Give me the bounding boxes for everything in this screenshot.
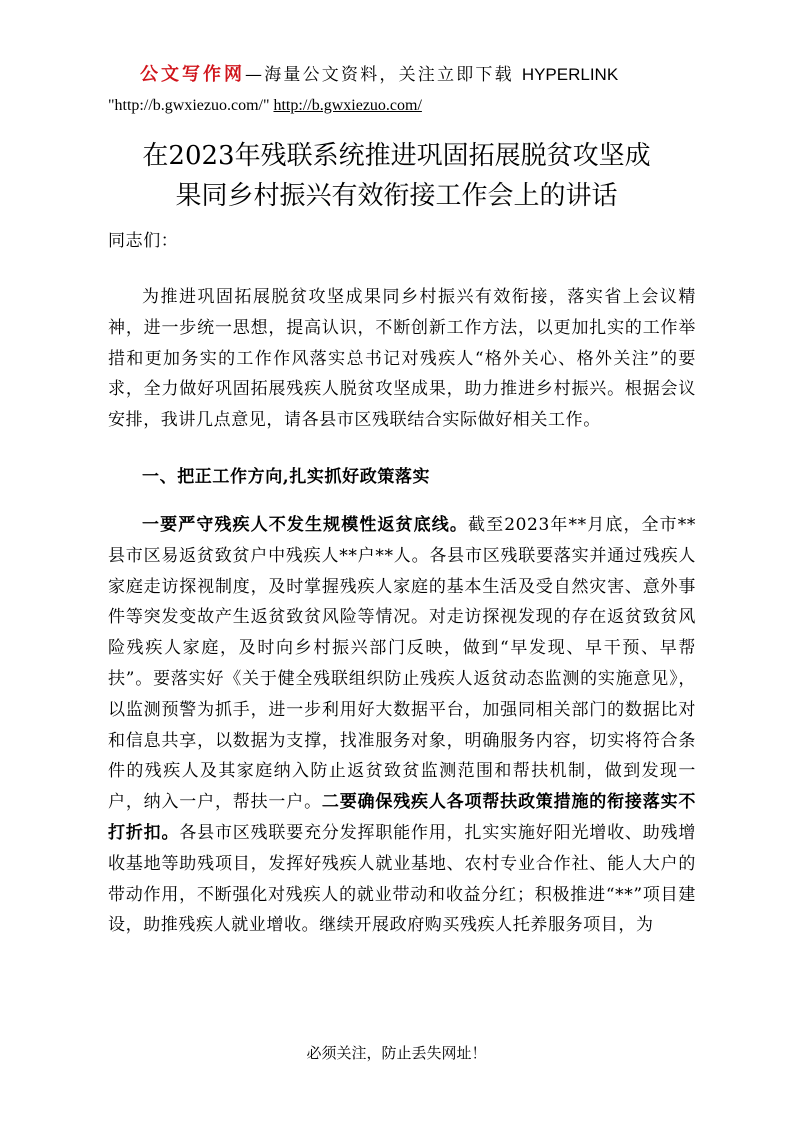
website-link[interactable]: http://b.gwxiezuo.com/ [273, 97, 422, 114]
paragraph-section-1 [108, 510, 696, 941]
point-2-text: 各县市区残联要充分发挥职能作用，扎实实施好阳光增收、助残增收基地等助残项目，发挥好残疾人就业基地、农村专业合作社、能人大户的带动作用，不断强化对残疾人的就业带动和收益分红；积极推进“**”项目建设，助推残疾人就业增收。继续开展政府购买残疾人托养服务项目，为 [108, 822, 696, 936]
page-footer: 必须关注，防止丢失网址！ [306, 1044, 487, 1062]
header-tagline: —海量公文资料，关注立即下载 [245, 65, 514, 85]
hyperlink-field-code: "http://b.gwxiezuo.com/" [108, 97, 270, 114]
header-banner [140, 60, 700, 90]
title-line-1: 在2023年残联系统推进巩固拓展脱贫攻坚成 [142, 141, 651, 171]
point-1-text: 截至2023年**月底，全市**县市区易返贫致贫户中残疾人**户**人。各县市区残联要落实并通过残疾人家庭走访探视制度，及时掌握残疾人家庭的基本生活及受自然灾害、意外事件等突发变故产生返贫致贫风险等情况。对走访探视发现的存在返贫致贫风险残疾人家庭，及时向乡村振兴部门反映，做到“早发现、早干预、早帮扶”。要落实好《关于健全残联组织防止残疾人返贫动态监测的实施意见》，以监测预警为抓手，进一步利用好大数据平台，加强同相关部门的数据比对和信息共享，以数据为支撑，找准服务对象，明确服务内容，切实将符合条件的残疾人及其家庭纳入防止返贫致贫监测范围和帮扶机制，做到发现一户，纳入一户，帮扶一户。 [108, 515, 696, 813]
header-link-line [108, 92, 708, 120]
point-1-heading: 一要严守残疾人不发生规模性返贫底线。 [142, 515, 468, 535]
salutation: 同志们： [108, 231, 179, 251]
title-line-2: 果同乡村振兴有效衔接工作会上的讲话 [175, 181, 618, 211]
document-title [100, 136, 693, 216]
brand-name: 公文写作网 [140, 64, 245, 85]
hyperlink-field-word: HYPERLINK [521, 65, 619, 84]
point-2-heading: 二要确保残疾人各项帮扶政策措施的衔接落实不打折扣。 [108, 792, 696, 843]
section-heading-1: 一、把正工作方向,扎实抓好政策落实 [142, 467, 431, 487]
paragraph-intro: 为推进巩固拓展脱贫攻坚成果同乡村振兴有效衔接，落实省上会议精神，进一步统一思想，提高认识，不断创新工作方法，以更加扎实的工作举措和更加务实的工作作风落实总书记对残疾人“格外关心、格外关注”的要求，全力做好巩固拓展残疾人脱贫攻坚成果，助力推进乡村振兴。根据会议安排，我讲几点意见，请各县市区残联结合实际做好相关工作。 [108, 287, 696, 431]
